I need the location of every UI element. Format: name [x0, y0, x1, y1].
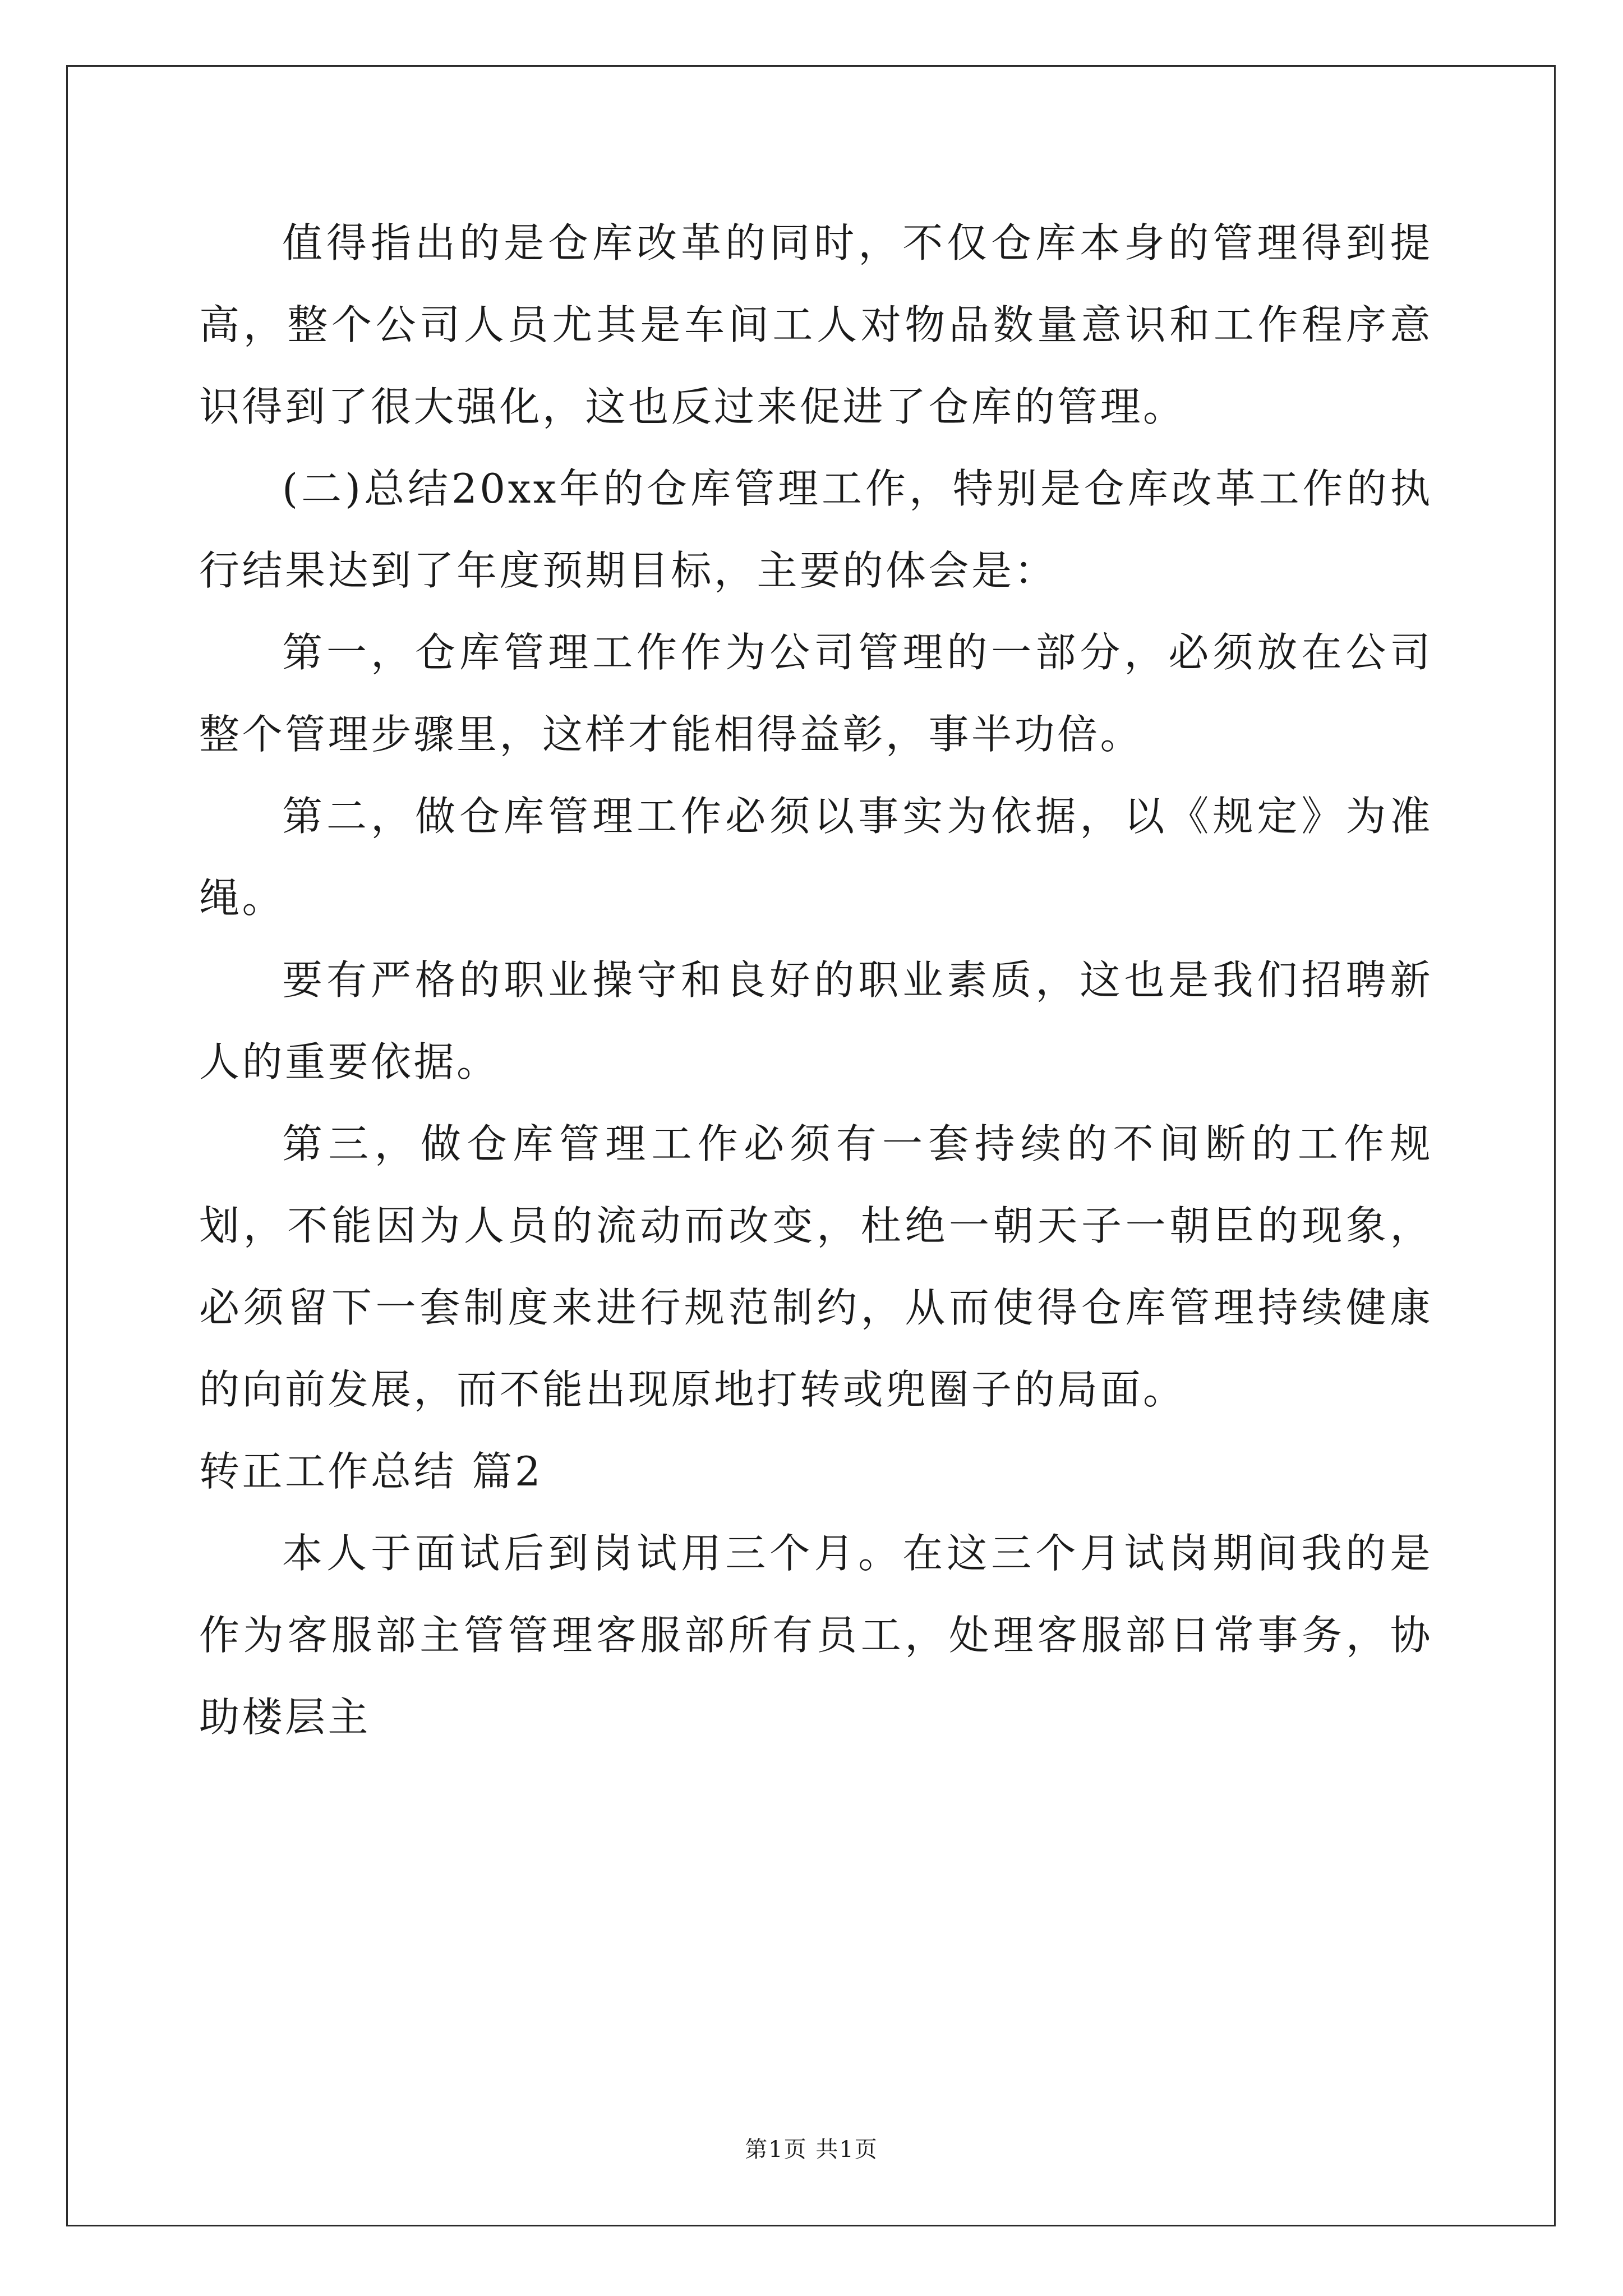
paragraph: 本人于面试后到岗试用三个月。在这三个月试岗期间我的是作为客服部主管管理客服部所有员工，处理客服部日常事务，协助楼层主 [199, 1530, 1433, 1741]
paragraph: 第二，做仓库管理工作必须以事实为依据，以《规定》为准绳。 [199, 793, 1433, 922]
section-heading: 转正工作总结 篇2 [199, 1448, 543, 1495]
paragraph: 要有严格的职业操守和良好的职业素质，这也是我们招聘新人的重要依据。 [199, 956, 1433, 1085]
paragraph: 第一，仓库管理工作作为公司管理的一部分，必须放在公司整个管理步骤里，这样才能相得益彰，事半功倍。 [199, 629, 1433, 758]
paragraph: 值得指出的是仓库改革的同时，不仅仓库本身的管理得到提高，整个公司人员尤其是车间工人对物品数量意识和工作程序意识得到了很大强化，这也反过来促进了仓库的管理。 [199, 219, 1433, 430]
page-footer: 第1页 共1页 [745, 2137, 878, 2162]
paragraph: 第三，做仓库管理工作必须有一套持续的不间断的工作规划，不能因为人员的流动而改变，杜绝一朝天子一朝臣的现象，必须留下一套制度来进行规范制约，从而使得仓库管理持续健康的向前发展，而不能出现原地打转或兜圈子的局面。 [199, 1120, 1433, 1413]
paragraph: (二)总结20xx年的仓库管理工作，特别是仓库改革工作的执行结果达到了年度预期目标，主要的体会是： [199, 465, 1433, 594]
document-body [199, 202, 1433, 1758]
